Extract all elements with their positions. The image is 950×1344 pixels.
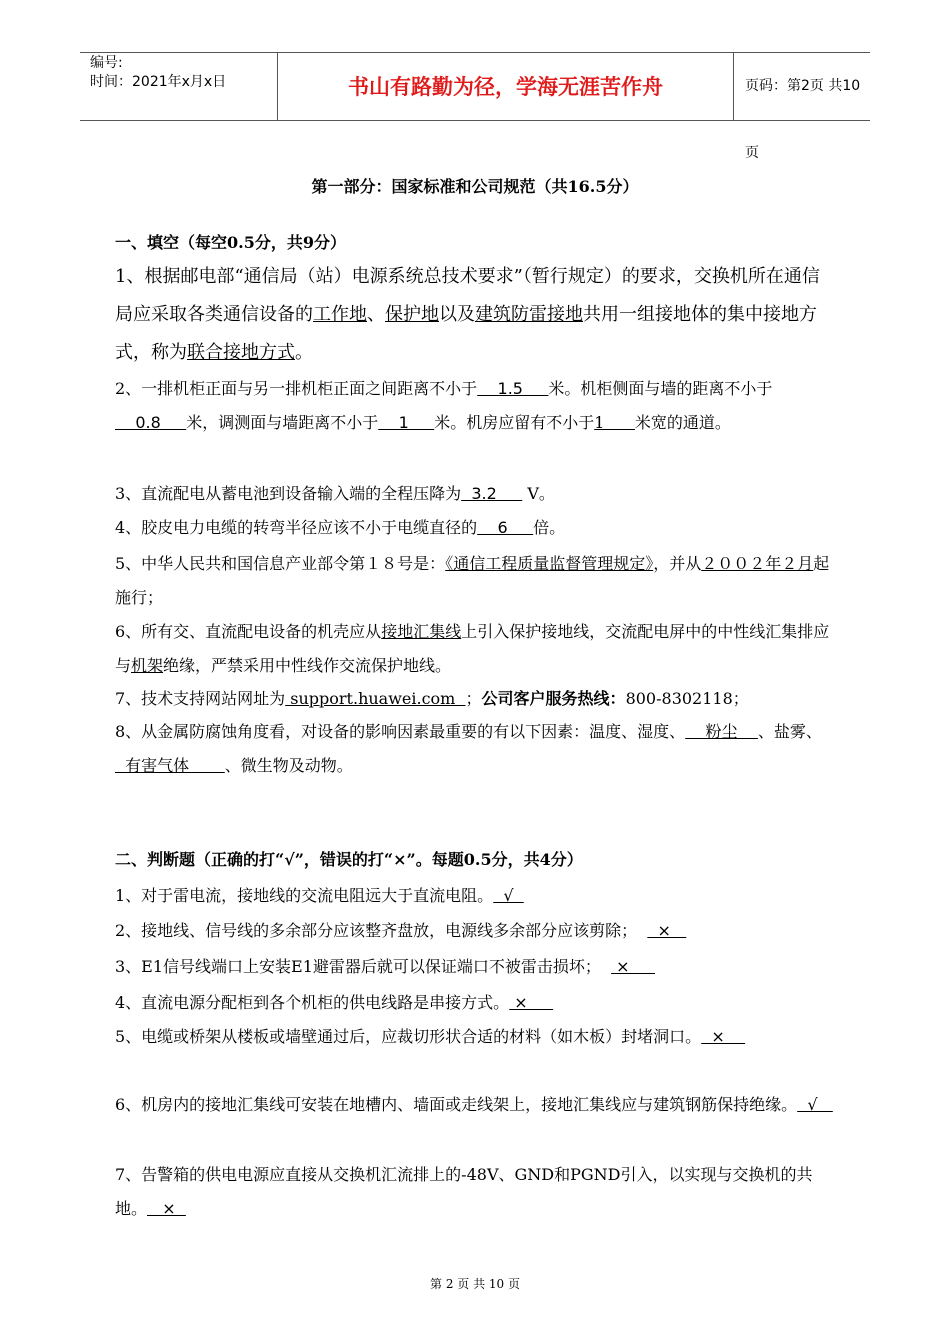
number-label: 编号: bbox=[90, 55, 123, 71]
q2-sep-2: 米，调测面与墙距离不小于 bbox=[186, 413, 379, 432]
q1-sep-1: 、 bbox=[367, 304, 385, 325]
q8-answer-2: 有害气体 bbox=[115, 756, 225, 775]
q6-sep-1: 上引入保护接地线，交流配电屏中的中性线汇集排应与 bbox=[115, 622, 830, 675]
judge-item bbox=[115, 986, 837, 1020]
question-6 bbox=[115, 615, 837, 683]
judge-answer: × bbox=[647, 921, 687, 940]
q7-end: ； bbox=[732, 689, 749, 708]
q8-text: 8、从金属防腐蚀角度看，对设备的影响因素最重要的有以下因素：温度、湿度、 bbox=[115, 722, 686, 741]
judge-item bbox=[115, 950, 837, 984]
part-title: 第一部分：国家标准和公司规范（共16.5分） bbox=[311, 177, 639, 196]
q3-text: 3、直流配电从蓄电池到设备输入端的全程压降为 bbox=[115, 484, 462, 503]
q7-answer-1: support.huawei.com bbox=[285, 689, 466, 708]
q6-text: 6、所有交、直流配电设备的机壳应从 bbox=[115, 622, 382, 641]
judge-question: 1、对于雷电流，接地线的交流电阻远大于直流电阻。 bbox=[115, 886, 494, 905]
q5-answer-2: ２００２年２月 bbox=[701, 554, 814, 573]
question-4 bbox=[115, 511, 837, 545]
judge-item bbox=[115, 1088, 837, 1122]
q3-answer: 3.2 bbox=[461, 484, 523, 503]
judge-question: 4、直流电源分配柜到各个机柜的供电线路是串接方式。 bbox=[115, 993, 510, 1012]
judge-answer: × bbox=[701, 1027, 746, 1046]
q3-end: V。 bbox=[522, 484, 555, 503]
q2-sep-1: 米。机柜侧面与墙的距离不小于 bbox=[548, 379, 773, 398]
q1-answer-3: 建筑防雷接地 bbox=[475, 304, 583, 325]
judge-question: 6、机房内的接地汇集线可安装在地槽内、墙面或走线架上，接地汇集线应与建筑钢筋保持绝缘。 bbox=[115, 1095, 798, 1114]
judge-answer: × bbox=[147, 1199, 186, 1218]
header-motto: 书山有路勤为径，学海无涯苦作舟 bbox=[278, 53, 734, 120]
q2-answer-1: 1.5 bbox=[477, 379, 549, 398]
page-footer: 第 2 页 共 10 页 bbox=[430, 1277, 520, 1291]
q5-sep-1: ，并从 bbox=[653, 554, 702, 573]
judge-question: 3、E1信号线端口上安装E1避雷器后就可以保证端口不被雷击损坏； bbox=[115, 957, 612, 976]
q2-sep-3: 米。机房应留有不小于 bbox=[434, 413, 595, 432]
judge-item bbox=[115, 879, 837, 913]
q5-end: 起施行； bbox=[115, 554, 830, 607]
q6-answer-2: 机架 bbox=[131, 656, 164, 675]
page-header bbox=[80, 52, 870, 161]
q4-answer: 6 bbox=[477, 518, 534, 537]
q8-answer-1: 粉尘 bbox=[685, 722, 758, 741]
judge-item bbox=[115, 1020, 837, 1054]
q8-end: 、微生物及动物。 bbox=[224, 756, 353, 775]
q2-end: 米宽的通道。 bbox=[634, 413, 731, 432]
judge-item bbox=[115, 1158, 837, 1226]
judge-answer: √ bbox=[493, 886, 524, 905]
q7-sep-1: ； bbox=[465, 689, 482, 708]
question-8 bbox=[115, 715, 837, 783]
q6-answer-1: 接地汇集线 bbox=[381, 622, 462, 641]
q1-sep-3: 共用一组接地体的集中接地方式，称为 bbox=[115, 304, 817, 363]
header-meta bbox=[80, 53, 278, 120]
q5-text: 5、中华人民共和国信息产业部令第１８号是： bbox=[115, 554, 446, 573]
q6-end: 绝缘，严禁采用中性线作交流保护地线。 bbox=[163, 656, 452, 675]
q1-sep-2: 以及 bbox=[439, 304, 475, 325]
question-5 bbox=[115, 547, 837, 615]
q4-end: 倍。 bbox=[533, 518, 566, 537]
q2-answer-2: 0.8 bbox=[115, 413, 187, 432]
q1-text: 1、根据邮电部“通信局（站）电源系统总技术要求”（暂行规定）的要求，交换机所在通信局应采取各类通信设备的 bbox=[115, 266, 820, 325]
q1-answer-2: 保护地 bbox=[385, 304, 439, 325]
question-1 bbox=[115, 258, 837, 372]
q4-text: 4、胶皮电力电缆的转弯半径应该不小于电缆直径的 bbox=[115, 518, 478, 537]
section2-title: 二、判断题（正确的打“√”，错误的打“×”。每题0.5分，共4分） bbox=[115, 850, 583, 869]
q1-answer-1: 工作地 bbox=[313, 304, 367, 325]
judge-answer: × bbox=[611, 957, 655, 976]
q1-end: 。 bbox=[295, 342, 313, 363]
judge-answer: × bbox=[509, 993, 554, 1012]
q2-text: 2、一排机柜正面与另一排机柜正面之间距离不小于 bbox=[115, 379, 478, 398]
q2-answer-3: 1 bbox=[378, 413, 435, 432]
judge-question: 2、接地线、信号线的多余部分应该整齐盘放，电源线多余部分应该剪除； bbox=[115, 921, 648, 940]
judge-question: 5、电缆或桥架从楼板或墙壁通过后，应裁切形状合适的材料（如木板）封堵洞口。 bbox=[115, 1027, 702, 1046]
section1-title: 一、填空（每空0.5分，共9分） bbox=[115, 233, 346, 252]
q7-answer-2: 800-8302118 bbox=[625, 689, 733, 708]
question-3 bbox=[115, 477, 837, 511]
judge-question: 7、告警箱的供电电源应直接从交换机汇流排上的-48V、GND和PGND引入，以实现与交换机的共地。 bbox=[115, 1165, 813, 1218]
q5-answer-1: 《通信工程质量监督管理规定》 bbox=[445, 554, 654, 573]
question-2 bbox=[115, 372, 837, 440]
q7-text: 7、技术支持网站网址为 bbox=[115, 689, 286, 708]
q1-answer-4: 联合接地方式 bbox=[187, 342, 295, 363]
header-page-info: 页码：第2页 共10页 bbox=[745, 78, 861, 161]
q7-hotline-label: 公司客户服务热线： bbox=[481, 689, 626, 708]
question-7 bbox=[115, 682, 837, 716]
q2-answer-4: 1 bbox=[594, 413, 635, 432]
judge-item bbox=[115, 914, 837, 948]
q8-sep-1: 、盐雾、 bbox=[757, 722, 822, 741]
time-label: 时间：2021年x月x日 bbox=[90, 74, 227, 90]
judge-answer: √ bbox=[797, 1095, 833, 1114]
